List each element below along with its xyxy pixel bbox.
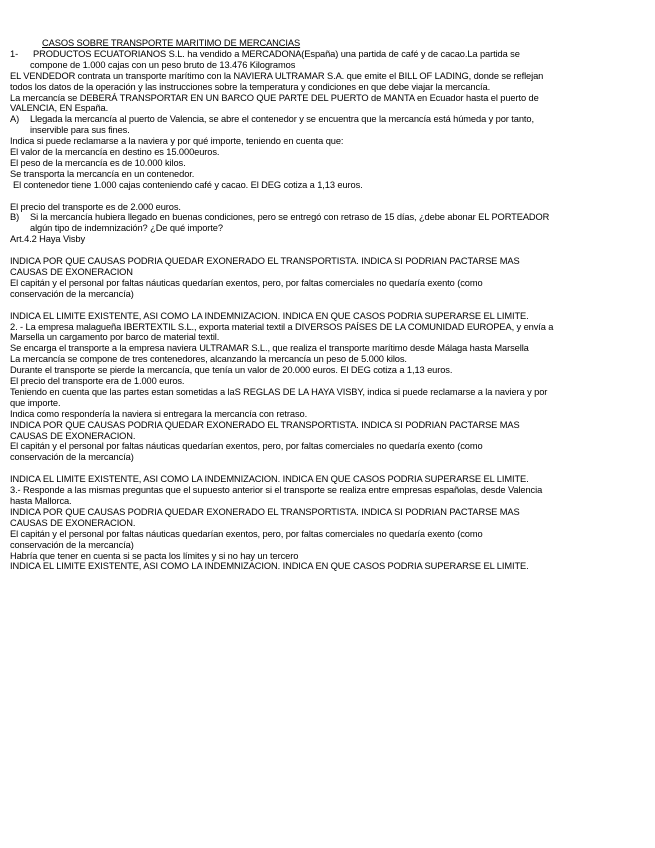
limit-heading: INDICA EL LIMITE EXISTENTE, ASI COMO LA INDEMNIZACION. INDICA EN QUE CASOS PODRIA SUPERARSE EL LIMITE.: [10, 310, 529, 321]
spacer: [10, 191, 640, 202]
case-text-line: Habría que tener en cuenta si se pacta los límites y si no hay un tercero: [10, 550, 299, 561]
exoneration-answer: El capitán y el personal por faltas náuticas quedarían exentos, pero, por faltas comerciales no quedaría exento (como: [10, 441, 483, 452]
case-text-line: 2. - La empresa malagueña IBERTEXTIL S.L., exporta material textil a DIVERSOS PAÍSES DE LA COMUNIDAD EUROPEA, y envía a: [10, 321, 554, 332]
exoneration-heading: INDICA POR QUE CAUSAS PODRIA QUEDAR EXONERADO EL TRANSPORTISTA. INDICA SI PODRIAN PACTARSE MAS: [10, 419, 520, 430]
question-text: Llegada la mercancía al puerto de Valencia, se abre el contenedor y se encuentra que la mercancía está húmeda y por tanto,: [30, 114, 534, 125]
case-text-line: compone de 1.000 cajas con un peso bruto de 13.476 Kilogramos: [30, 59, 296, 70]
data-line: Se transporta la mercancía en un contenedor.: [10, 168, 195, 179]
case-text-line: Durante el transporte se pierde la mercancía, que tenía un valor de 20.000 euros. El DEG cotiza a 1,13 euros.: [10, 365, 453, 376]
case-text-line: hasta Mallorca.: [10, 496, 72, 506]
question-letter: A): [10, 114, 20, 125]
spacer: [10, 463, 640, 474]
question-text-line: algún tipo de indemnización? ¿De qué importe?: [30, 223, 223, 234]
case-text-line: todos los datos de la operación y las instrucciones sobre la temperatura y condiciones en que debe viajar la mercancía.: [10, 81, 491, 92]
question-text: Si la mercancía hubiera llegado en buenas condiciones, pero se entregó con retraso de 15 días, ¿debe abonar EL PORTEADOR: [30, 212, 550, 223]
exoneration-answer: El capitán y el personal por faltas náuticas quedarían exentos, pero, por faltas comerciales no quedaría exento (como: [10, 277, 483, 288]
case-text-line: Marsella un cargamento por barco de material textil.: [10, 332, 220, 343]
case-text-line: El precio del transporte era de 1.000 euros.: [10, 376, 185, 387]
limit-heading: INDICA EL LIMITE EXISTENTE, ASI COMO LA INDEMNIZACION. INDICA EN QUE CASOS PODRIA SUPERARSE EL LIMITE.: [10, 474, 529, 485]
data-line: El valor de la mercancía en destino es 15.000euros.: [10, 147, 220, 158]
case-text-line: Teniendo en cuenta que las partes estan sometidas a laS REGLAS DE LA HAYA VISBY, indica si puede reclamarse a la naviera y por: [10, 386, 548, 397]
exoneration-heading: CAUSAS DE EXONERACION.: [10, 517, 136, 528]
exoneration-heading: CAUSAS DE EXONERACION.: [10, 430, 136, 441]
case-text: PRODUCTOS ECUATORIANOS S.L. ha vendido a MERCADONA(España) una partida de café y de cacao.La partida se: [33, 48, 520, 59]
data-line: El contenedor tiene 1.000 cajas conteniendo café y cacao. El DEG cotiza a 1,13 euros.: [13, 179, 363, 190]
question-b: [10, 212, 640, 223]
case-text-line: La mercancía se compone de tres contenedores, alcanzando la mercancía un peso de 5.000 kilos.: [10, 354, 407, 365]
exoneration-heading: INDICA POR QUE CAUSAS PODRIA QUEDAR EXONERADO EL TRANSPORTISTA. INDICA SI PODRIAN PACTARSE MAS: [10, 256, 520, 267]
document-title: CASOS SOBRE TRANSPORTE MARITIMO DE MERCANCIAS: [42, 38, 301, 48]
case-text-line: La mercancía se DEBERÁ TRANSPORTAR EN UN BARCO QUE PARTE DEL PUERTO de MANTA en Ecuador hasta el puerto de: [10, 92, 539, 103]
data-line: El peso de la mercancía es de 10.000 kilos.: [10, 157, 186, 168]
question-letter: B): [10, 212, 20, 223]
spacer: [10, 300, 640, 311]
case-text-line: 3.- Responde a las mismas preguntas que el supuesto anterior si el transporte se realiza entre empresas españolas, desde Valencia: [10, 485, 543, 496]
case-text-line: VALENCIA, EN España.: [10, 103, 109, 114]
case-text-line: EL VENDEDOR contrata un transporte marítimo con la NAVIERA ULTRAMAR S.A. que emite el BILL OF LADING, donde se reflejan: [10, 70, 544, 81]
case-3: [10, 485, 640, 572]
case-text-line: Se encarga el transporte a la empresa naviera ULTRAMAR S.L., que realiza el transporte marítimo desde Málaga hasta Marsella: [10, 343, 529, 354]
question-text-line: Indica si puede reclamarse a la naviera y por qué importe, teniendo en cuenta que:: [10, 136, 344, 147]
exoneration-answer: conservación de la mercancía): [10, 539, 134, 550]
limit-heading: INDICA EL LIMITE EXISTENTE, ASI COMO LA INDEMNIZACION. INDICA EN QUE CASOS PODRIA SUPERARSE EL LIMITE.: [10, 561, 529, 572]
case-2: [10, 322, 640, 486]
case-number: 1-: [10, 48, 19, 59]
question-a: [10, 114, 640, 125]
spacer: [10, 245, 640, 256]
question-text-line: inservible para sus fines.: [30, 125, 130, 136]
exoneration-answer: conservación de la mercancía): [10, 288, 134, 299]
exoneration-answer: conservación de la mercancía): [10, 452, 134, 463]
document-page: [10, 38, 640, 572]
case-text-line: que importe.: [10, 397, 61, 408]
data-line: El precio del transporte es de 2.000 euros.: [10, 201, 181, 212]
exoneration-heading: CAUSAS DE EXONERACION: [10, 267, 133, 277]
article-reference: Art.4.2 Haya Visby: [10, 234, 86, 245]
exoneration-heading: INDICA POR QUE CAUSAS PODRIA QUEDAR EXONERADO EL TRANSPORTISTA. INDICA SI PODRIAN PACTARSE MAS: [10, 506, 520, 517]
exoneration-answer: El capitán y el personal por faltas náuticas quedarían exentos, pero, por faltas comerciales no quedaría exento (como: [10, 528, 483, 539]
case-1: [10, 49, 640, 322]
case-text-line: Indica como respondería la naviera si entregara la mercancía con retraso.: [10, 408, 308, 419]
case-1-line: [10, 49, 640, 60]
